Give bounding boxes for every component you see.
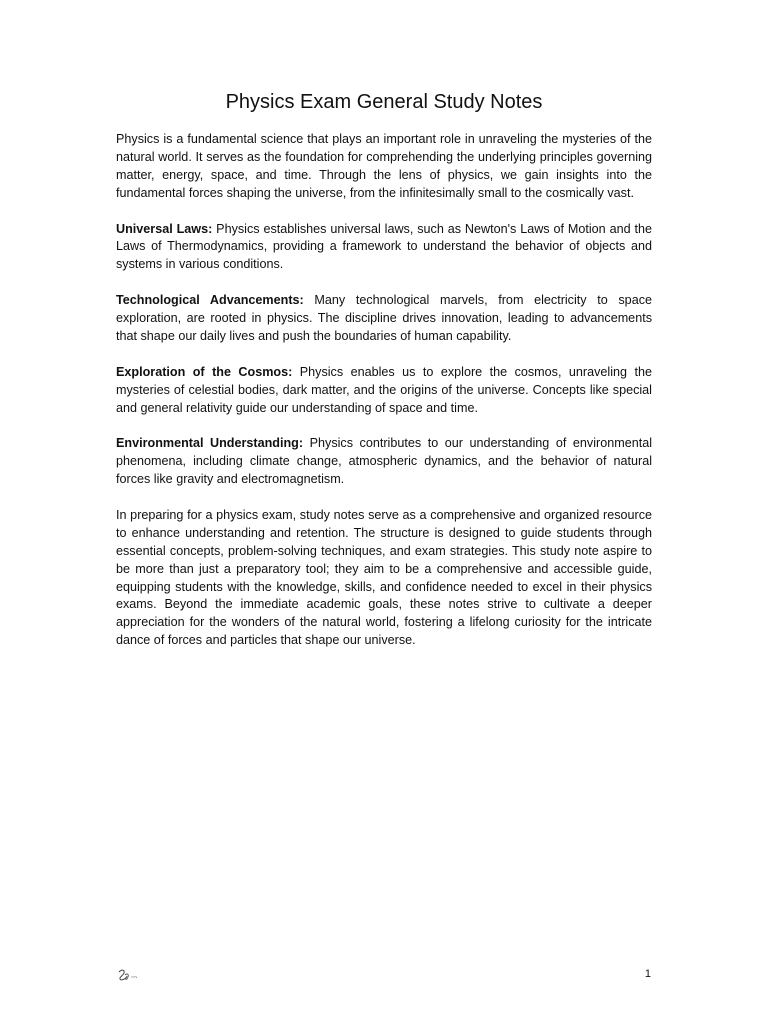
- section-heading: Environmental Understanding:: [116, 436, 304, 451]
- document-body: [116, 131, 652, 668]
- page-title: Physics Exam General Study Notes: [225, 91, 543, 113]
- section-text: Physics establishes universal laws, such as Newton's Laws of Motion and the Laws of Thermodynamics, providing a framework to understand the behavior of objects and systems in various conditions.: [116, 221, 652, 272]
- section-environmental-understanding: [116, 435, 652, 489]
- page-number: 1: [644, 968, 651, 980]
- section-heading: Technological Advancements:: [116, 293, 304, 308]
- section-text: Physics enables us to explore the cosmos, unraveling the mysteries of celestial bodies, dark matter, and the origins of the universe. Concepts like special and general relativity guide our understanding of space and time.: [116, 364, 652, 415]
- intro-paragraph: Physics is a fundamental science that plays an important role in unraveling the mysteries of the natural world. It serves as the foundation for comprehending the underlying principles governing matter, energy, space, and time. Through the lens of physics, we gain insights into the fundamental forces shaping the universe, from the infinitesimally small to the cosmically vast.: [116, 132, 652, 200]
- section-text: Physics contributes to our understanding of environmental phenomena, including climate change, atmospheric dynamics, and the behavior of natural forces like gravity and electromagnetism.: [116, 436, 653, 487]
- section-exploration-of-the-cosmos: [116, 364, 652, 418]
- closing-paragraph: In preparing for a physics exam, study notes serve as a comprehensive and organized resource to enhance understanding and retention. The structure is designed to guide students through essential concepts, problem-solving techniques, and exam strategies. This study note aspire to be more than just a preparatory tool; they aim to be a comprehensive and accessible guide, equipping students with the knowledge, skills, and confidence needed to excel in their physics exams. Beyond the immediate academic goals, these notes strive to cultivate a deeper appreciation for the wonders of the natural world, fostering a lifelong curiosity for the intricate dance of forces and particles that shape our universe.: [116, 507, 652, 648]
- section-text: Many technological marvels, from electricity to space exploration, are rooted in physics. The discipline drives innovation, leading to advancements that shape our daily lives and push the boundaries of human capability.: [116, 293, 652, 343]
- section-heading: Universal Laws:: [116, 221, 213, 236]
- section-universal-laws: [116, 221, 652, 275]
- signature-logo-icon: [116, 968, 140, 982]
- section-heading: Exploration of the Cosmos:: [116, 364, 293, 379]
- section-technological-advancements: [116, 292, 652, 346]
